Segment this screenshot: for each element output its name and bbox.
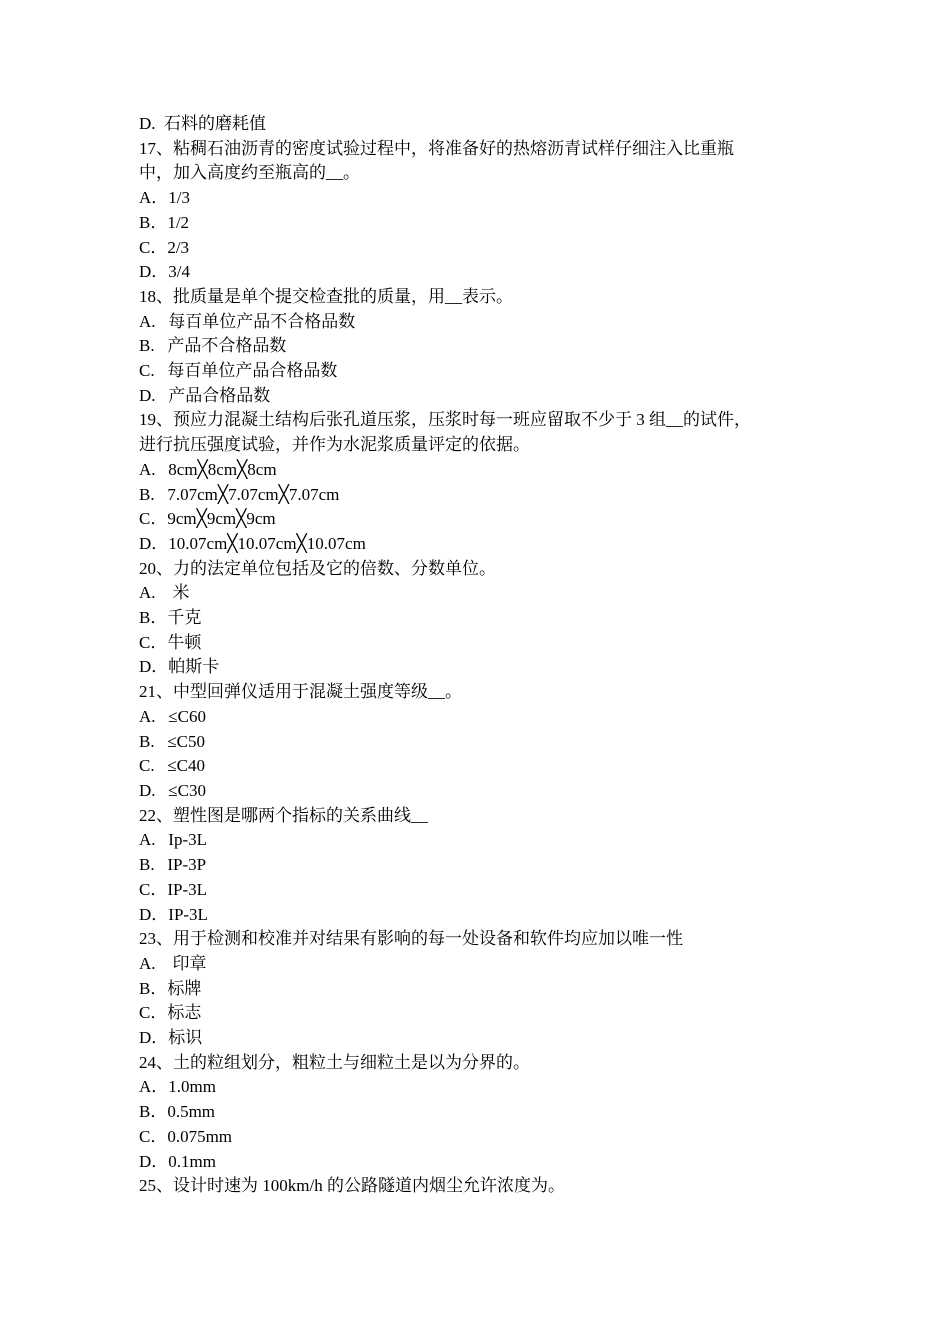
text-line: 19、预应力混凝土结构后张孔道压浆，压浆时每一班应留取不少于 3 组__的试件，: [139, 410, 751, 430]
document-body: [139, 112, 829, 1199]
text-line: B. 产品不合格品数: [139, 336, 287, 356]
text-line: C．2/3: [139, 237, 190, 257]
text-line: A. 印章: [139, 953, 207, 973]
text-line: C．9cm╳9cm╳9cm: [139, 509, 276, 529]
text-line: D．10.07cm╳10.07cm╳10.07cm: [139, 533, 366, 553]
text-line: A. Ip-3L: [139, 830, 207, 850]
text-line: A．1/3: [139, 188, 190, 208]
text-line: A．1.0mm: [139, 1077, 216, 1097]
text-line: 20、力的法定单位包括及它的倍数、分数单位。: [139, 558, 496, 578]
text-line: B. ≤C50: [139, 731, 206, 751]
text-line: D．帕斯卡: [139, 657, 220, 677]
text-line: C. ≤C40: [139, 756, 206, 776]
text-line: C．标志: [139, 1003, 202, 1023]
text-line: 21、中型回弹仪适用于混凝土强度等级__。: [139, 682, 462, 702]
text-line: A. 米: [139, 583, 190, 603]
text-line: 17、粘稠石油沥青的密度试验过程中，将准备好的热熔沥青试样仔细注入比重瓶: [139, 138, 734, 158]
text-line: B. IP-3P: [139, 855, 207, 875]
text-line: C．0.075mm: [139, 1126, 233, 1146]
text-line: 25、设计时速为 100km/h 的公路隧道内烟尘允许浓度为。: [139, 1176, 565, 1196]
text-line: C. 每百单位产品合格品数: [139, 361, 338, 381]
text-line: 18、批质量是单个提交检查批的质量，用__表示。: [139, 286, 513, 306]
text-line: A. 8cm╳8cm╳8cm: [139, 459, 277, 479]
text-line: B．标牌: [139, 978, 202, 998]
text-line: 24、土的粒组划分，粗粒土与细粒土是以为分界的。: [139, 1052, 530, 1072]
text-line: 中，加入高度约至瓶高的__。: [139, 163, 360, 183]
text-line: 22、塑性图是哪两个指标的关系曲线__: [139, 805, 428, 825]
text-line: C．IP-3L: [139, 879, 207, 899]
text-line: D．3/4: [139, 262, 190, 282]
text-line: 23、用于检测和校准并对结果有影响的每一处设备和软件均应加以唯一性: [139, 929, 683, 949]
text-line: A. ≤C60: [139, 706, 206, 726]
text-line: B．1/2: [139, 212, 190, 232]
text-line: B. 7.07cm╳7.07cm╳7.07cm: [139, 484, 340, 504]
text-line: B．0.5mm: [139, 1102, 216, 1122]
text-line: D．IP-3L: [139, 904, 208, 924]
text-line: D．标识: [139, 1028, 203, 1048]
text-line: D. 石料的磨耗值: [139, 114, 267, 133]
text-line: A. 每百单位产品不合格品数: [139, 311, 356, 331]
text-line: D. ≤C30: [139, 780, 206, 800]
text-line: 进行抗压强度试验，并作为水泥浆质量评定的依据。: [139, 435, 530, 455]
text-line: C．牛顿: [139, 632, 202, 652]
text-line: D．0.1mm: [139, 1151, 216, 1171]
text-line: B．千克: [139, 608, 202, 628]
text-line: D. 产品合格品数: [139, 385, 271, 405]
